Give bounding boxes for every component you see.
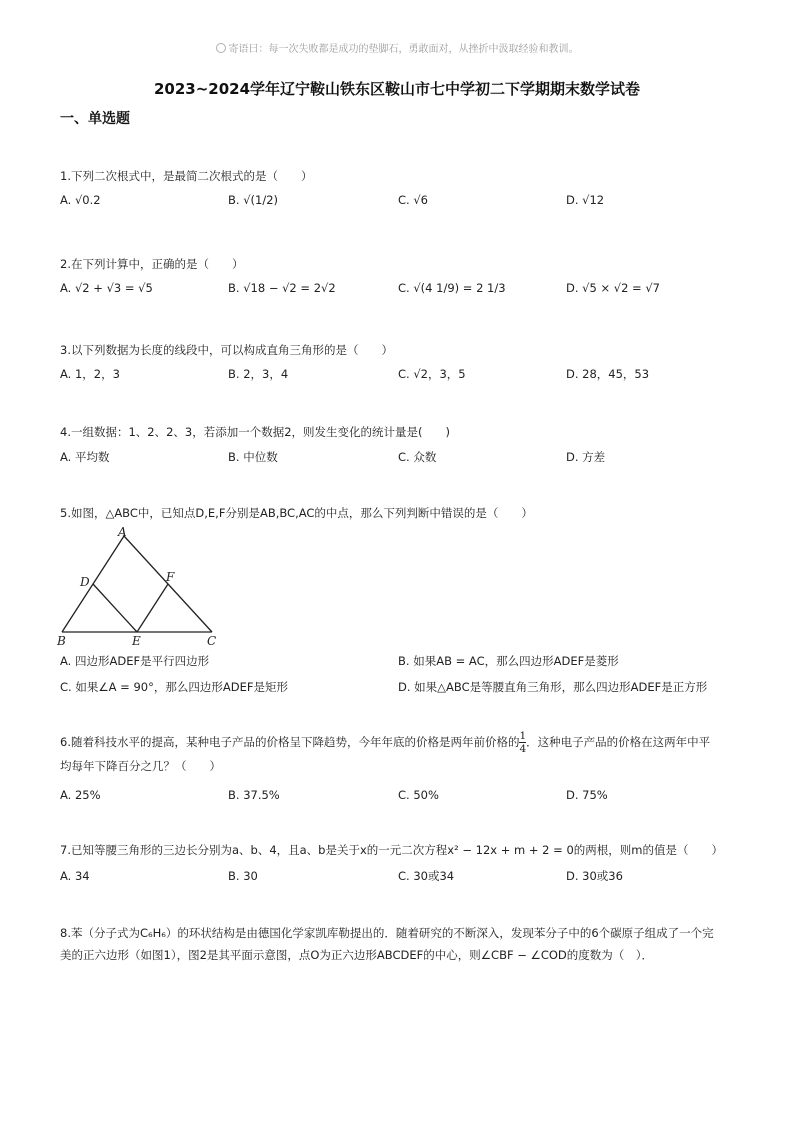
question-2-stem: 2.在下列计算中，正确的是（ ） — [60, 257, 244, 271]
q7-option-a: A. 34 — [60, 869, 90, 883]
q6-option-a: A. 25% — [60, 788, 101, 802]
q4-option-a: A. 平均数 — [60, 450, 110, 464]
label-b: B — [57, 634, 66, 648]
q5-option-d: D. 如果△ABC是等腰直角三角形，那么四边形ADEF是正方形 — [398, 680, 708, 694]
q3-option-a: A. 1，2，3 — [60, 367, 120, 381]
triangle-figure — [54, 524, 224, 648]
question-7-stem: 7.已知等腰三角形的三边长分别为a、b、4，且a、b是关于x的一元二次方程x² − 12x + m + 2 = 0的两根，则m的值是（ ） — [60, 843, 723, 857]
question-5-stem: 5.如图，△ABC中，已知点D,E,F分别是AB,BC,AC的中点，那么下列判断中错误的是（ ） — [60, 506, 533, 520]
fraction-one-quarter: $\frac{1}{4}$ — [519, 730, 527, 755]
q6-option-c: C. 50% — [398, 788, 439, 802]
q6-option-d: D. 75% — [566, 788, 608, 802]
q5-option-c: C. 如果∠A = 90°，那么四边形ADEF是矩形 — [60, 680, 288, 694]
q1-option-d: D. √12 — [566, 193, 605, 207]
q2-option-c: C. √(4 1/9) = 2 1/3 — [398, 281, 506, 295]
q2-option-d: D. √5 × √2 = √7 — [566, 281, 660, 295]
label-d: D — [80, 575, 90, 589]
label-e: E — [132, 634, 141, 648]
q4-option-b: B. 中位数 — [228, 450, 278, 464]
q3-option-d: D. 28，45，53 — [566, 367, 650, 381]
q2-option-b: B. √18 − √2 = 2√2 — [228, 281, 336, 295]
question-4-stem: 4.一组数据：1、2、2、3，若添加一个数据2，则发生变化的统计量是( ) — [60, 425, 451, 439]
question-6-stem: 6.随着科技水平的提高，某种电子产品的价格呈下降趋势，今年年底的价格是两年前价格的 $\frac{1}{4}$ ．这种电子产品的价格在这两年中平均每年下降百分之几？（ ） — [60, 730, 711, 773]
q6-option-b: B. 37.5% — [228, 788, 280, 802]
q1-option-b: B. √(1/2) — [228, 193, 279, 207]
motto-icon — [216, 43, 226, 53]
motto-line: 寄语曰：每一次失败都是成功的垫脚石，勇敢面对，从挫折中汲取经验和教训。 — [0, 40, 794, 55]
label-c: C — [207, 634, 217, 648]
question-8-stem: 8.苯（分子式为C₆H₆）的环状结构是由德国化学家凯库勒提出的．随着研究的不断深入，发现苯分子中的6个碳原子组成了一个完美的正六边形（如图1），图2是其平面示意图，点O为正六边形ABCDEF的中心，则∠CBF − ∠COD的度数为（ ）． — [60, 926, 714, 962]
segment-de — [93, 584, 137, 632]
q1-option-c: C. √6 — [398, 193, 428, 207]
q7-option-b: B. 30 — [228, 869, 258, 883]
segment-ef — [137, 584, 168, 632]
q4-option-c: C. 众数 — [398, 450, 437, 464]
label-a: A — [118, 525, 127, 539]
q2-option-a: A. √2 + √3 = √5 — [60, 281, 153, 295]
q5-option-a: A. 四边形ADEF是平行四边形 — [60, 654, 210, 668]
page-title: 2023~2024学年辽宁鞍山铁东区鞍山市七中学初二下学期期末数学试卷 — [153, 80, 641, 98]
q7-option-d: D. 30或36 — [566, 869, 623, 883]
section-heading: 一、单选题 — [60, 111, 130, 127]
q1-option-a: A. √0.2 — [60, 193, 101, 207]
q4-option-d: D. 方差 — [566, 450, 606, 464]
q7-option-c: C. 30或34 — [398, 869, 455, 883]
question-3-stem: 3.以下列数据为长度的线段中，可以构成直角三角形的是（ ） — [60, 343, 393, 357]
label-f: F — [166, 570, 175, 584]
q3-option-b: B. 2，3，4 — [228, 367, 289, 381]
q5-option-b: B. 如果AB = AC，那么四边形ADEF是菱形 — [398, 654, 619, 668]
q3-option-c: C. √2，3，5 — [398, 367, 466, 381]
question-1-stem: 1.下列二次根式中，是最简二次根式的是（ ） — [60, 169, 313, 183]
